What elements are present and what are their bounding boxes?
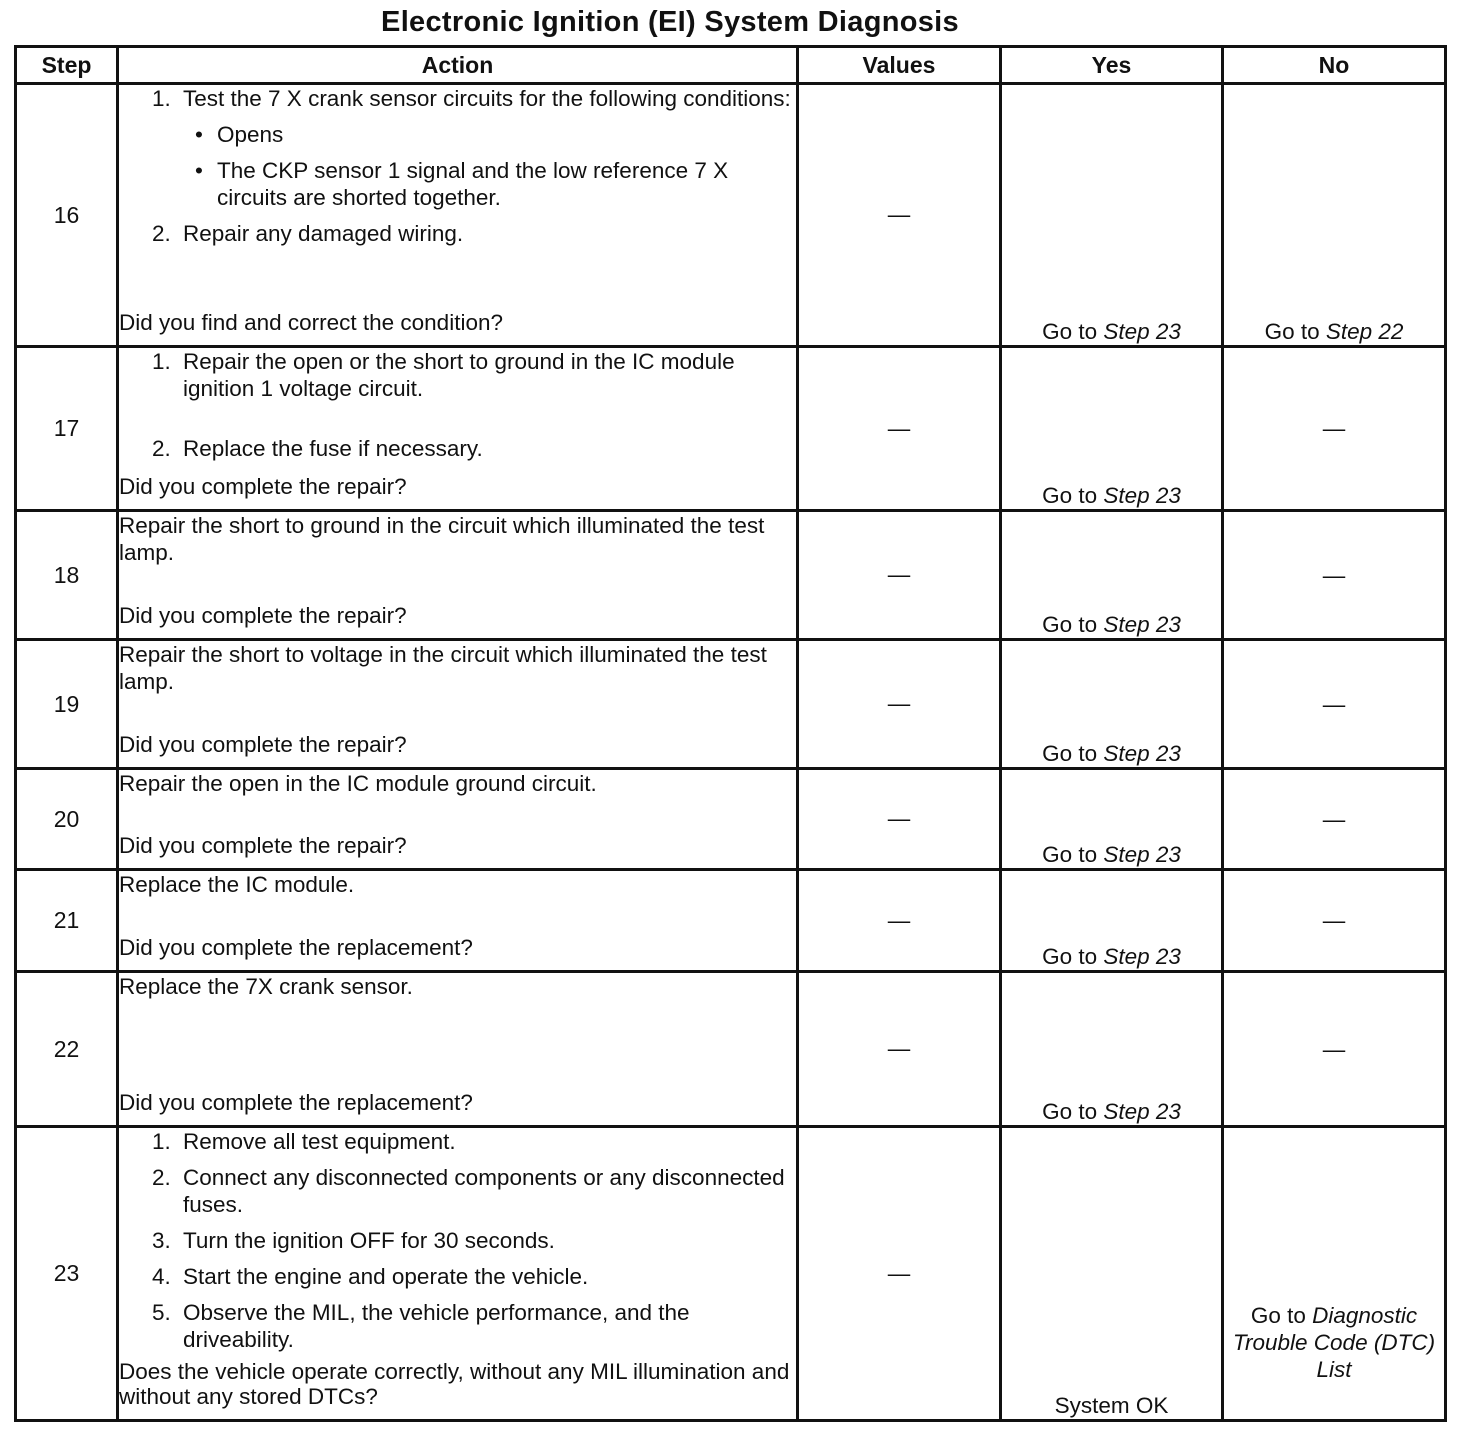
step-number: 23 (16, 1127, 118, 1421)
values-cell: — (798, 640, 1001, 769)
goto-prefix: Go to (1042, 842, 1104, 867)
action-cell (118, 769, 798, 870)
question: Does the vehicle operate correctly, without any MIL illumination and without any stored DTCs? (119, 1359, 790, 1409)
dtc-list-link[interactable]: Diagnostic Trouble Code (DTC) List (1232, 1303, 1436, 1382)
action-cell (118, 347, 798, 511)
yes-step-link[interactable]: Step 23 (1103, 1099, 1181, 1124)
action-steps (119, 1128, 796, 1353)
yes-cell (1001, 870, 1223, 972)
no-cell (1223, 84, 1446, 347)
yes-cell (1001, 84, 1223, 347)
yes-cell (1001, 972, 1223, 1127)
step-number: 22 (16, 972, 118, 1127)
no-cell (1223, 1127, 1446, 1421)
yes-cell: System OK (1001, 1127, 1223, 1421)
values-cell: — (798, 870, 1001, 972)
goto-prefix: Go to (1042, 319, 1104, 344)
goto-prefix: Go to (1042, 944, 1104, 969)
step-number: 17 (16, 347, 118, 511)
no-step-link[interactable]: Step 22 (1325, 319, 1404, 344)
action-step: 5. Observe the MIL, the vehicle performance, and the driveability. (177, 1299, 796, 1353)
condition-item: • The CKP sensor 1 signal and the low reference 7 X circuits are shorted together. (217, 157, 796, 211)
action-steps (119, 348, 796, 462)
action-text: Repair the short to voltage in the circuit which illuminated the test lamp. (119, 642, 767, 694)
no-cell: — (1223, 511, 1446, 640)
table-row (16, 347, 1446, 511)
goto-prefix: Go to (1042, 741, 1104, 766)
yes-step-link[interactable]: Step 23 (1103, 944, 1181, 969)
table-row (16, 511, 1446, 640)
header-step: Step (16, 47, 118, 84)
yes-cell (1001, 769, 1223, 870)
action-text: Replace the IC module. (119, 872, 355, 897)
yes-cell (1001, 347, 1223, 511)
no-cell: — (1223, 640, 1446, 769)
yes-step-link[interactable]: Step 23 (1103, 612, 1181, 637)
action-step: 2. Replace the fuse if necessary. (177, 435, 796, 462)
table-row (16, 870, 1446, 972)
action-cell (118, 511, 798, 640)
question: Did you complete the replacement? (119, 1090, 473, 1115)
values-cell: — (798, 511, 1001, 640)
table-row (16, 769, 1446, 870)
header-yes: Yes (1001, 47, 1223, 84)
values-cell: — (798, 1127, 1001, 1421)
step-number: 18 (16, 511, 118, 640)
question: Did you complete the repair? (119, 474, 407, 499)
goto-prefix: Go to (1042, 612, 1104, 637)
action-step-text: Test the 7 X crank sensor circuits for the following conditions: (183, 86, 791, 111)
action-steps (119, 85, 796, 256)
action-step (177, 85, 796, 211)
action-cell (118, 870, 798, 972)
condition-item: • Opens (217, 121, 796, 148)
action-cell (118, 640, 798, 769)
no-cell: — (1223, 769, 1446, 870)
question: Did you find and correct the condition? (119, 310, 503, 335)
action-text: Replace the 7X crank sensor. (119, 974, 413, 999)
values-cell: — (798, 347, 1001, 511)
values-cell: — (798, 84, 1001, 347)
no-cell: — (1223, 347, 1446, 511)
table-row (16, 84, 1446, 347)
no-cell: — (1223, 870, 1446, 972)
yes-step-link[interactable]: Step 23 (1103, 483, 1181, 508)
goto-prefix: Go to (1042, 1099, 1104, 1124)
header-action: Action (118, 47, 798, 84)
table-row (16, 972, 1446, 1127)
step-number: 21 (16, 870, 118, 972)
action-step: 2. Connect any disconnected components or any disconnected fuses. (177, 1164, 796, 1218)
diagnosis-table (14, 45, 1447, 1422)
action-step: 4. Start the engine and operate the vehicle. (177, 1263, 796, 1290)
step-number: 20 (16, 769, 118, 870)
action-text: Repair the short to ground in the circuit which illuminated the test lamp. (119, 513, 765, 565)
action-cell (118, 972, 798, 1127)
action-step: 3. Turn the ignition OFF for 30 seconds. (177, 1227, 796, 1254)
question: Did you complete the replacement? (119, 935, 473, 960)
values-cell: — (798, 972, 1001, 1127)
values-cell: — (798, 769, 1001, 870)
condition-list (183, 121, 796, 211)
question: Did you complete the repair? (119, 732, 407, 757)
table-row (16, 640, 1446, 769)
action-cell (118, 1127, 798, 1421)
no-cell: — (1223, 972, 1446, 1127)
step-number: 16 (16, 84, 118, 347)
yes-step-link[interactable]: Step 23 (1103, 741, 1181, 766)
yes-cell (1001, 511, 1223, 640)
question: Did you complete the repair? (119, 603, 407, 628)
table-row (16, 1127, 1446, 1421)
yes-step-link[interactable]: Step 23 (1103, 319, 1181, 344)
question: Did you complete the repair? (119, 833, 407, 858)
yes-step-link[interactable]: Step 23 (1103, 842, 1181, 867)
action-text: Repair the open in the IC module ground circuit. (119, 771, 597, 796)
step-number: 19 (16, 640, 118, 769)
header-no: No (1223, 47, 1446, 84)
goto-prefix: Go to (1042, 483, 1104, 508)
action-step: 2. Repair any damaged wiring. (177, 220, 796, 247)
action-cell (118, 84, 798, 347)
action-step: 1. Remove all test equipment. (177, 1128, 796, 1155)
goto-prefix: Go to (1264, 319, 1326, 344)
goto-prefix: Go to (1250, 1303, 1313, 1328)
yes-cell (1001, 640, 1223, 769)
page-title: Electronic Ignition (EI) System Diagnosis (381, 6, 959, 38)
action-step: 1. Repair the open or the short to ground in the IC module ignition 1 voltage circuit. (177, 348, 796, 402)
header-row (16, 47, 1446, 84)
header-values: Values (798, 47, 1001, 84)
